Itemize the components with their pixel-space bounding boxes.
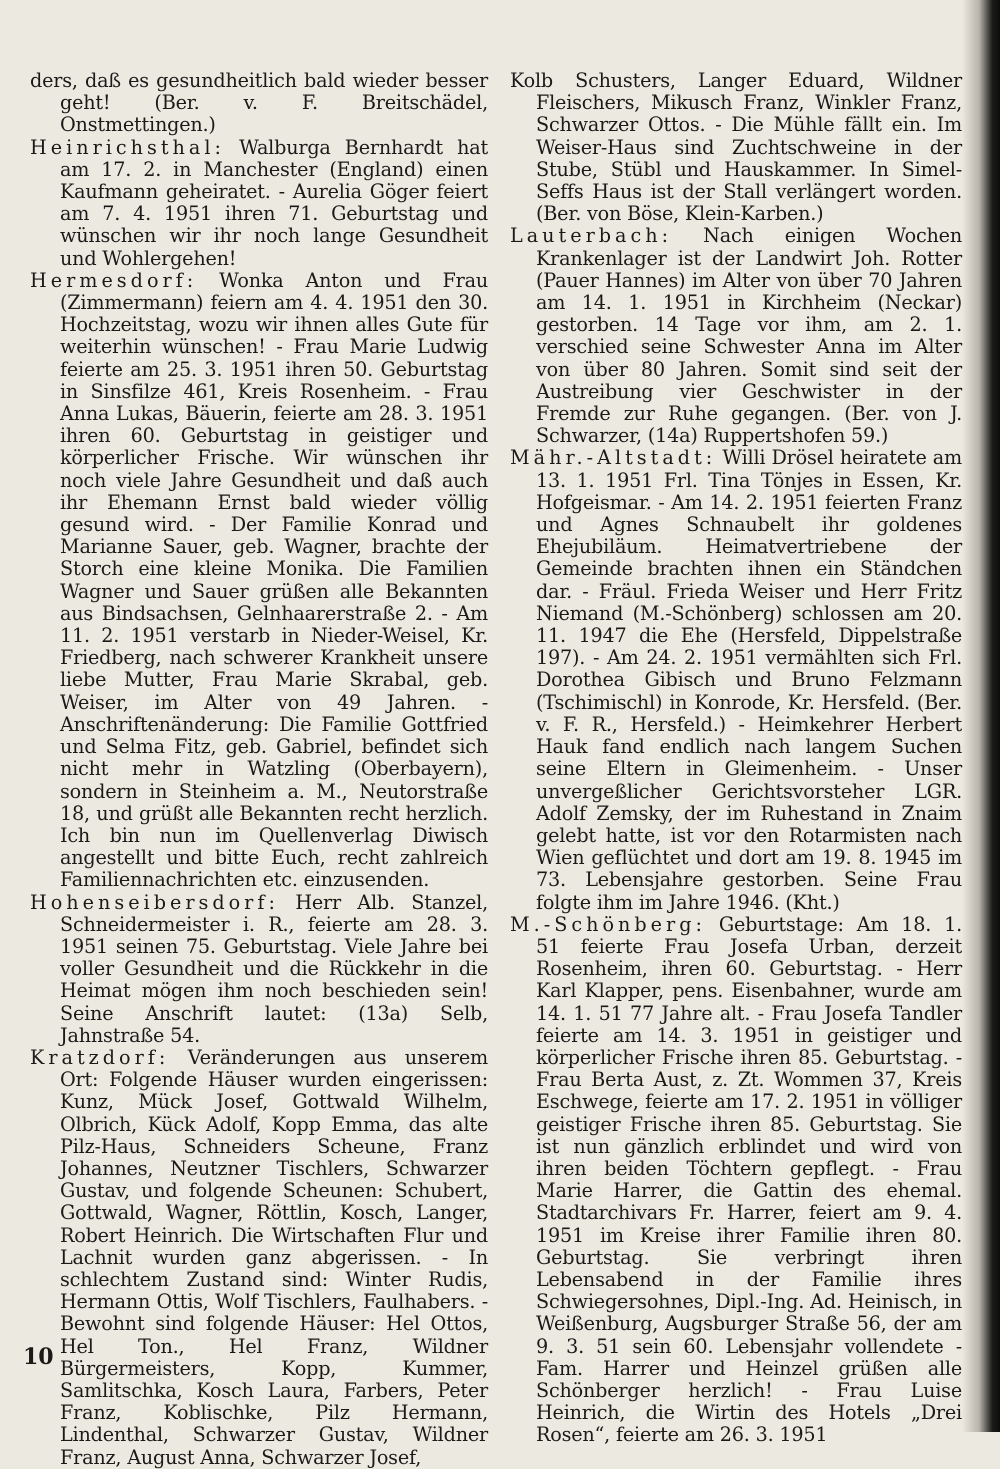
entry-maehr-altstadt: [510, 447, 962, 913]
page-number: 10: [23, 1344, 54, 1370]
place-name: Mähr.-Altstadt:: [510, 446, 717, 470]
place-name: M.-Schönberg:: [510, 912, 706, 936]
entry-m-schoenberg: [510, 914, 962, 1447]
entry-text: Wonka Anton und Frau (Zimmermann) feiern am 4. 4. 1951 den 30. Hochzeitstag, wozu wir ihnen alles Gute für weiterhin wünschen! - Frau Marie Ludwig feierte am 25. 3. 1951 ihren 50. Geburtstag in Sinsfilze 461, Kreis Rosenheim. - Frau Anna Lukas, Bäuerin, feierte am 28. 3. 1951 ihren 60. Geburtstag in geistiger und körperlicher Frische. Wir wünschen ihr noch viele Jahre Gesundheit und daß auch ihr Ehemann Ernst bald wieder völlig gesund wird. - Der Familie Konrad und Marianne Sauer, geb. Wagner, brachte der Storch eine kleine Monika. Die Familien Wagner und Sauer grüßen alle Bekannten aus Bindsachsen, Gelnhaarerstraße 2. - Am 11. 2. 1951 verstarb in Nieder-Weisel, Kr. Friedberg, nach schwerer Krankheit unsere liebe Mutter, Frau Marie Skrabal, geb. Weiser, im Alter von 49 Jahren. - Anschriftenänderung: Die Familie Gottfried und Selma Fitz, geb. Gabriel, befindet sich nicht mehr in Watzling (Oberbayern), sondern in Steinheim a. M., Neutorstraße 18, und grüßt alle Bekannten recht herzlich. Ich bin nun im Quellenverlag Diwisch angestellt und bitte Euch, recht zahlreich Familiennachrichten etc. einzusenden.: [60, 268, 488, 892]
right-column: [510, 70, 962, 1447]
entry-text: Veränderungen aus unserem Ort: Folgende Häuser wurden eingerissen: Kunz, Mück Josef, Gottwald Wilhelm, Olbrich, Kück Adolf, Kopp Emma, das alte Pilz-Haus, Schneiders Scheune, Franz Johannes, Neutzner Tischlers, Schwarzer Gustav, und folgende Scheunen: Schubert, Gottwald, Wagner, Röttlin, Kosch, Langer, Robert Heinrich. Die Wirtschaften Flur und Lachnit wurden ganz abgerissen. - In schlechtem Zustand sind: Winter Rudis, Hermann Ottis, Wolf Tischlers, Faulhabers. - Bewohnt sind folgende Häuser: Hel Ottos, Hel Ton., Hel Franz, Wildner Bürgermeisters, Kopp, Kummer, Samlitschka, Kosch Laura, Farbers, Peter Franz, Koblischke, Pilz Hermann, Lindenthal, Schwarzer Gustav, Wildner Franz, August Anna, Schwarzer Josef,: [60, 1045, 488, 1469]
entry-text: Willi Drösel heiratete am 13. 1. 1951 Frl. Tina Tönjes in Essen, Kr. Hofgeismar. - Am 14. 2. 1951 feierten Franz und Agnes Schnaubelt ihr goldenes Ehejubiläum. Heimatvertriebene der Gemeinde brachten ihnen ein Ständchen dar. - Fräul. Frieda Weiser und Herr Fritz Niemand (M.-Schönberg) schlossen am 20. 11. 1947 die Ehe (Hersfeld, Dippelstraße 197). - Am 24. 2. 1951 vermählten sich Frl. Dorothea Gibisch und Bruno Felzmann (Tschimischl) in Konrode, Kr. Hersfeld. (Ber. v. F. R., Hersfeld.) - Heimkehrer Herbert Hauk fand endlich nach langem Suchen seine Eltern in Gleimenheim. - Unser unvergeßlicher Gerichtsvorsteher LGR. Adolf Zemsky, der im Ruhestand in Znaim gelebt hatte, ist vor den Rotarmisten nach Wien geflüchtet und dort am 19. 8. 1945 im 73. Lebensjahre gestorben. Seine Frau folgte ihm im Jahre 1946. (Kht.): [536, 446, 962, 914]
place-name: Hermesdorf:: [30, 268, 198, 292]
entry-text: Walburga Bernhardt hat am 17. 2. in Manchester (England) einen Kaufmann geheiratet. - Aurelia Göger feiert am 7. 4. 1951 ihren 71. Geburtstag und wünschen wir ihr noch lange Gesundheit und Wohlergehen!: [60, 135, 488, 270]
entry-lauterbach: [510, 225, 962, 447]
entry-text: Geburtstage: Am 18. 1. 51 feierte Frau Josefa Urban, derzeit Rosenheim, ihren 60. Geburtstag. - Herr Karl Klapper, pens. Eisenbahner, wurde am 14. 1. 51 77 Jahre alt. - Frau Josefa Tandler feierte am 14. 3. 1951 in geistiger und körperlicher Frische ihren 85. Geburtstag. - Frau Berta Aust, z. Zt. Wommen 37, Kreis Eschwege, feierte am 17. 2. 1951 in völliger geistiger Frische ihren 85. Geburtstag. Sie ist nun gänzlich erblindet und wird von ihren beiden Töchtern gepflegt. - Frau Marie Harrer, die Gattin des ehemal. Stadtarchivars Fr. Harrer, feiert am 9. 4. 1951 im Kreise ihrer Familie ihren 80. Geburtstag. Sie verbringt ihren Lebensabend in der Familie ihres Schwiegersohnes, Dipl.-Ing. Ad. Heinisch, in Weißenburg, Augsburger Straße 56, der am 9. 3. 51 sein 60. Lebensjahr vollendete - Fam. Harrer und Heinzel grüßen alle Schönberger herzlich! - Frau Luise Heinrich, die Wirtin des Hotels „Drei Rosen“, feierte am 26. 3. 1951: [536, 912, 962, 1447]
entry-hermesdorf: [30, 270, 488, 892]
place-name: Kratzdorf:: [30, 1045, 170, 1069]
entry-heinrichsthal: [30, 137, 488, 270]
entry-kratzdorf: [30, 1047, 488, 1469]
binding-shadow: [962, 0, 1000, 1432]
entry-text: Nach einigen Wochen Krankenlager ist der Landwirt Joh. Rotter (Pauer Hannes) im Alter von über 70 Jahren am 14. 1. 1951 in Kirchheim (Neckar) gestorben. 14 Tage vor ihm, am 2. 1. verschied seine Schwester Anna im Alter von über 80 Jahren. Somit sind seit der Austreibung vier Geschwister in der Fremde zur Ruhe gegangen. (Ber. von J. Schwarzer, (14a) Ruppertshofen 59.): [536, 224, 962, 448]
entry-text: Kolb Schusters, Langer Eduard, Wildner Fleischers, Mikusch Franz, Winkler Franz, Schwarzer Ottos. - Die Mühle fällt ein. Im Weiser-Haus sind Zuchtschweine in der Stube, Stübl und Hauskammer. In Simel-Seffs Haus ist der Stall verlängert worden. (Ber. von Böse, Klein-Karben.): [510, 69, 962, 226]
entry-text: Herr Alb. Stanzel, Schneidermeister i. R., feierte am 28. 3. 1951 seinen 75. Geburtstag. Viele Jahre bei voller Gesundheit und die Rückkehr in die Heimat mögen ihm noch beschieden sein! Seine Anschrift lautet: (13a) Selb, Jahnstraße 54.: [60, 890, 488, 1047]
entry-continuation: [30, 70, 488, 137]
place-name: Hohenseibersdorf:: [30, 890, 279, 914]
place-name: Heinrichsthal:: [30, 135, 225, 159]
entry-kratzdorf-continuation: [510, 70, 962, 225]
entry-text: ders, daß es gesundheitlich bald wieder besser geht! (Ber. v. F. Breitschädel, Onstmettingen.): [30, 69, 488, 137]
left-column: [30, 70, 488, 1469]
place-name: Lauterbach:: [510, 224, 673, 248]
entry-hohenseibersdorf: [30, 892, 488, 1047]
